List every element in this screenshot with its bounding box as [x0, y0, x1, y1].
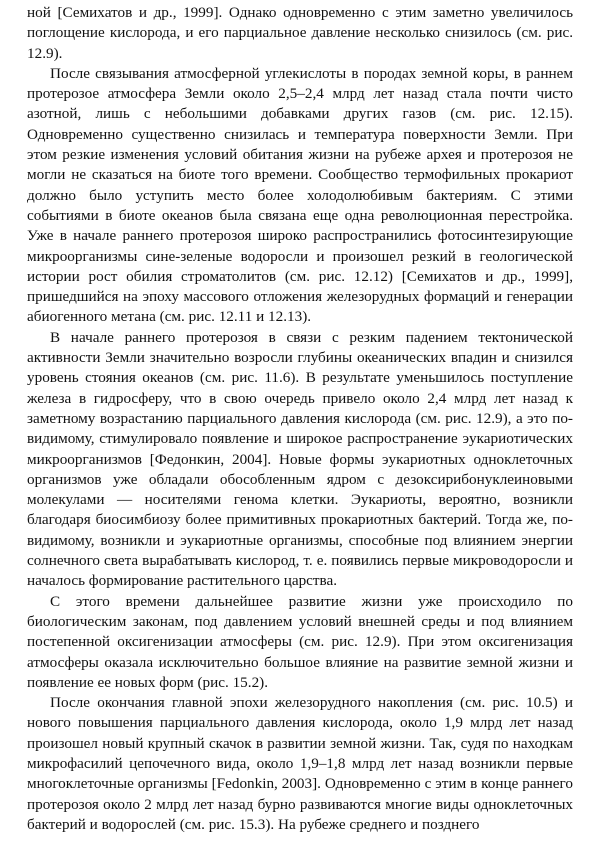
- paragraph-biological-laws: С этого времени дальнейшее развитие жизни уже происходило по биологическим законам, под давлением условий внешней среды и под влиянием постепенной оксигенизации атмосферы (см. рис. 12.9). При этом оксигенизация атмосферы оказала исключительно большое влияние на развитие земной жизни и появление ее новых форм (рис. 15.2).: [27, 592, 573, 691]
- paragraph-multicellular-organisms: После окончания главной эпохи железорудного накопления (см. рис. 10.5) и нового повышения парциального давления кислорода, около 1,9 млрд лет назад произошел новый крупный скачок в развитии земной жизни. Так, судя по находкам микрофасилий цепочечного вида, около 1,9–1,8 млрд лет назад возникли первые многоклеточные организмы [Fedonkin, 2003]. Одновременно с этим в конце раннего протерозоя около 2 млрд лет назад бурно развиваются многие виды одноклеточных бактерий и водорослей (см. рис. 15.3). На рубеже среднего и позднего: [27, 694, 573, 833]
- paragraph-continuation: ной [Семихатов и др., 1999]. Однако одновременно с этим заметно увеличилось поглощение кислорода, и его парциальное давление несколько снизилось (см. рис. 12.9).: [27, 4, 573, 62]
- paragraph-early-proterozoic-atmosphere: После связывания атмосферной углекислоты в породах земной коры, в раннем протерозое атмосфера Земли около 2,5–2,4 млрд лет назад стала почти чисто азотной, лишь с небольшими добавками других газов (см. рис. 12.15). Одновременно существенно снизилась и температура поверхности Земли. При этом резкие изменения условий обитания жизни на рубеже архея и протерозоя не могли не сказаться на биоте того времени. Сообщество термофильных прокариот должно было уступить место более холодолюбивым бактериям. С этими событиями в биоте океанов была связана еще одна революционная перестройка. Уже в начале раннего протерозоя широко распространились фотосинтезирующие микроорганизмы сине-зеленые водоросли и произошел резкий в геологической истории рост обилия строматолитов (см. рис. 12.12) [Семихатов и др., 1999], пришедшийся на эпоху массового отложения железорудных формаций и генерации абиогенного метана (см. рис. 12.11 и 12.13).: [27, 64, 573, 326]
- paragraph-eukaryotes-origin: В начале раннего протерозоя в связи с резким падением тектонической активности Земли значительно возросли глубины океанических впадин и снизился уровень стояния океанов (см. рис. 11.6). В результате уменьшилось поступление железа в гидросферу, что в свою очередь привело около 2,4 млрд лет назад к заметному возрастанию парциального давления кислорода (см. рис. 12.9), а это по-видимому, стимулировало появление и широкое распространение эукариотических микроорганизмов [Федонкин, 2004]. Новые формы эукариотных одноклеточных организмов уже обладали обособленным ядром с дезоксирибонуклеиновыми молекулами — носителями генома клетки. Эукариоты, вероятно, возникли благодаря биосимбиозу более примитивных прокариотных бактерий. Тогда же, по-видимому, возникли и эукариотные организмы, способные под влиянием энергии солнечного света вырабатывать кислород, т. е. появились первые микроводоросли и началось формирование растительного царства.: [27, 328, 573, 590]
- book-page: [27, 3, 573, 843]
